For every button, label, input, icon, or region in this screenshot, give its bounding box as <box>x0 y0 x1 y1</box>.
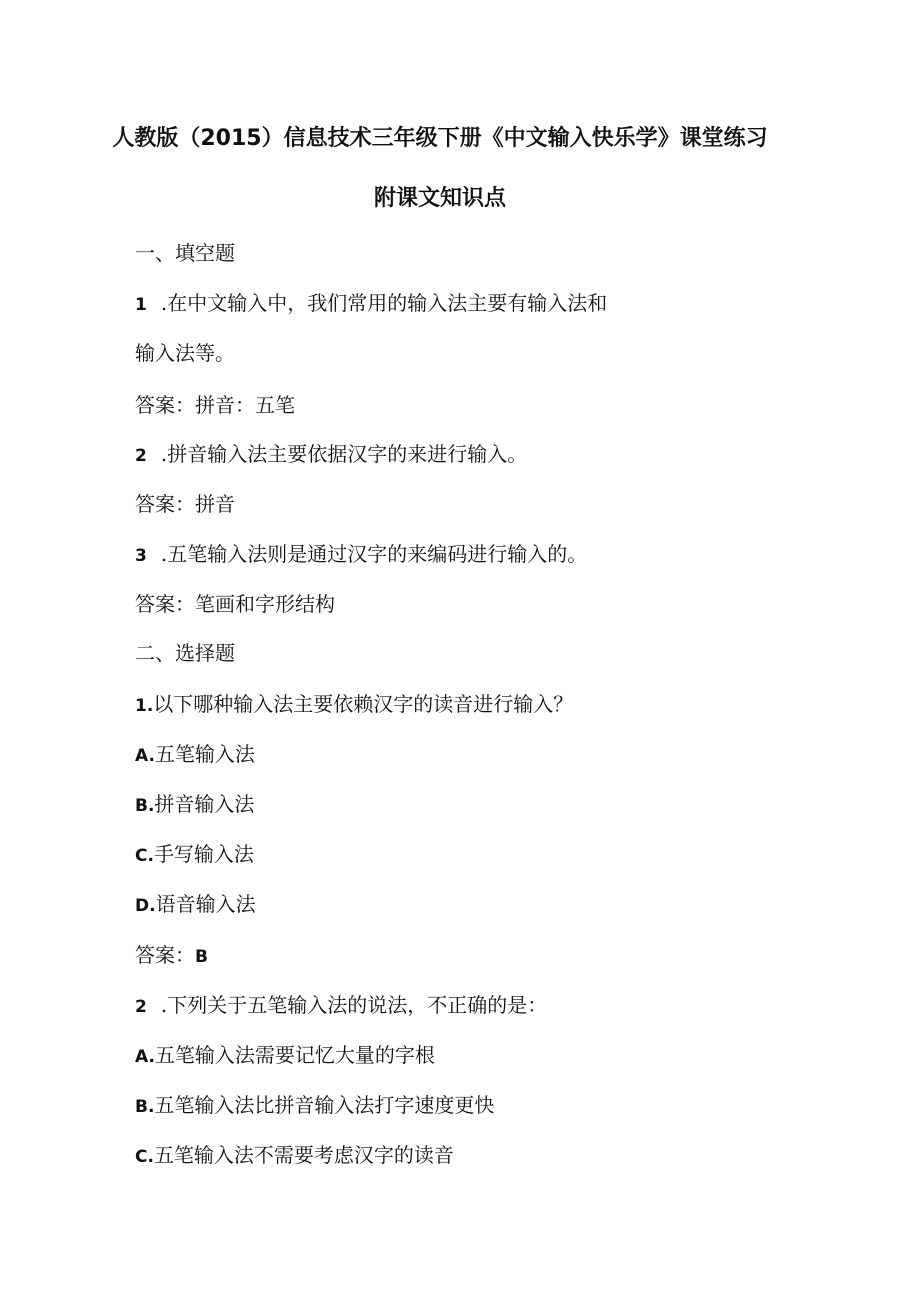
question-number: 2 <box>135 446 147 466</box>
section-heading-multiple-choice: 二、选择题 <box>135 641 235 665</box>
option-text: 手写输入法 <box>153 842 254 866</box>
answer-1: 答案：拼音：五笔 <box>135 393 295 417</box>
option-letter: A. <box>135 746 155 766</box>
option-letter: D. <box>135 896 156 916</box>
mc-question-1-option-a <box>135 741 255 769</box>
question-1-line-2: 输入法等。 <box>135 341 235 365</box>
question-text: .在中文输入中，我们常用的输入法主要有输入法和 <box>160 291 608 315</box>
document-subtitle: 附课文知识点 <box>373 186 506 211</box>
answer-value: B <box>195 947 208 967</box>
question-1-line-1 <box>135 290 607 318</box>
mc-question-2-option-b <box>135 1092 494 1120</box>
mc-question-1 <box>135 691 573 719</box>
mc-question-1-option-c <box>135 841 254 869</box>
mc-question-1-option-d <box>135 891 256 919</box>
question-3 <box>135 541 587 569</box>
option-text: 语音输入法 <box>155 892 256 916</box>
document-title: 人教版（2015）信息技术三年级下册《中文输入快乐学》课堂练习 <box>112 126 768 151</box>
question-number: 1 <box>135 295 147 315</box>
question-text: .下列关于五笔输入法的说法，不正确的是： <box>160 993 548 1017</box>
mc-question-2-option-a <box>135 1042 435 1070</box>
question-number: 2 <box>135 997 147 1017</box>
question-number: 3 <box>135 546 147 566</box>
answer-label: 答案： <box>135 943 195 967</box>
option-text: 拼音输入法 <box>154 792 255 816</box>
question-text: .拼音输入法主要依据汉字的来进行输入。 <box>160 442 528 466</box>
question-number: 1. <box>135 696 154 716</box>
option-letter: B. <box>135 796 155 816</box>
option-letter: A. <box>135 1047 155 1067</box>
question-text: 以下哪种输入法主要依赖汉字的读音进行输入？ <box>153 692 574 716</box>
option-letter: C. <box>135 846 154 866</box>
mc-question-2-option-c <box>135 1142 454 1170</box>
option-text: 五笔输入法 <box>154 742 255 766</box>
answer-2: 答案：拼音 <box>135 492 235 516</box>
option-letter: B. <box>135 1097 155 1117</box>
question-text: .五笔输入法则是通过汉字的来编码进行输入的。 <box>160 542 588 566</box>
option-text: 五笔输入法不需要考虑汉字的读音 <box>153 1143 454 1167</box>
mc-question-2 <box>135 992 547 1020</box>
option-text: 五笔输入法比拼音输入法打字速度更快 <box>154 1093 495 1117</box>
mc-answer-1 <box>135 942 208 970</box>
mc-question-1-option-b <box>135 791 254 819</box>
question-2 <box>135 441 527 469</box>
option-letter: C. <box>135 1147 154 1167</box>
section-heading-fill-in: 一、填空题 <box>135 241 235 265</box>
answer-3: 答案：笔画和字形结构 <box>135 592 335 616</box>
option-text: 五笔输入法需要记忆大量的字根 <box>154 1043 435 1067</box>
